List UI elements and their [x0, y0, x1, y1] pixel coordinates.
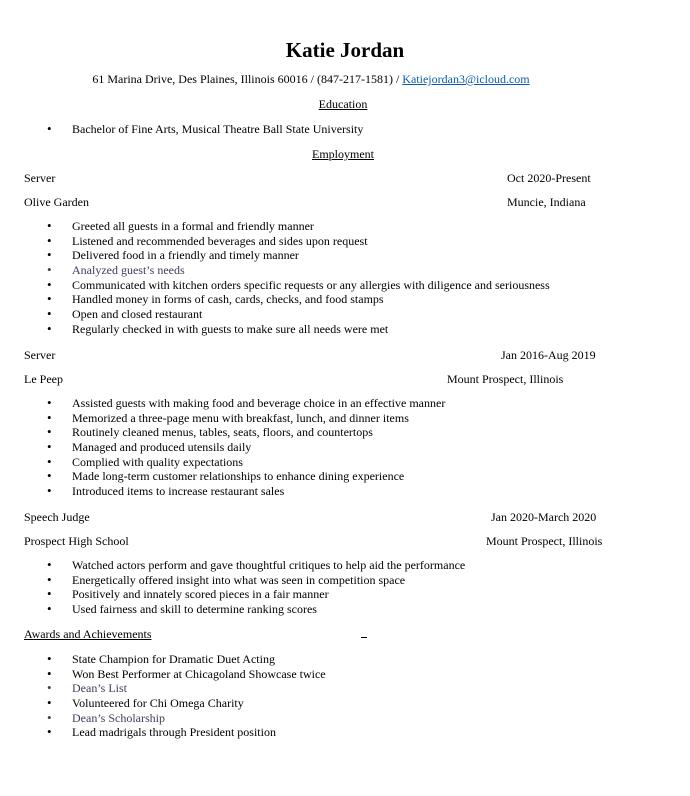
- list-item: • Open and closed restaurant: [0, 307, 550, 322]
- list-item: • Used fairness and skill to determine ranking scores: [0, 602, 465, 617]
- employment-heading: Employment: [312, 147, 374, 161]
- underline-mark: [361, 637, 367, 638]
- list-item: • Volunteered for Chi Omega Charity: [0, 696, 326, 711]
- job-employer: Prospect High School: [24, 534, 129, 548]
- job-dates: Jan 2016-Aug 2019: [501, 348, 596, 362]
- list-item: • Communicated with kitchen orders specific requests or any allergies with diligence and seriousness: [0, 278, 550, 293]
- list-item: • Greeted all guests in a formal and friendly manner: [0, 219, 550, 234]
- list-item: • Positively and innately scored pieces in a fair manner: [0, 587, 465, 602]
- list-item: • Routinely cleaned menus, tables, seats, floors, and countertops: [0, 425, 445, 440]
- list-item: • Won Best Performer at Chicagoland Showcase twice: [0, 667, 326, 682]
- job-duties-list: [0, 396, 445, 499]
- education-list: [0, 122, 363, 137]
- list-item: • Listened and recommended beverages and sides upon request: [0, 234, 550, 249]
- list-item: • Complied with quality expectations: [0, 455, 445, 470]
- job-duties-list: [0, 219, 550, 337]
- contact-address: 61 Marina Drive, Des Plaines, Illinois 60016 / (847-217-1581) /: [92, 72, 403, 86]
- list-item: • Energetically offered insight into what was seen in competition space: [0, 573, 465, 588]
- list-item: • Made long-term customer relationships to enhance dining experience: [0, 469, 445, 484]
- job-title: Server: [24, 348, 56, 362]
- job-employer: Olive Garden: [24, 195, 89, 209]
- list-item: • Delivered food in a friendly and timely manner: [0, 248, 550, 263]
- list-item: • Regularly checked in with guests to make sure all needs were met: [0, 322, 550, 337]
- job-dates: Oct 2020-Present: [507, 171, 591, 185]
- list-item: • Assisted guests with making food and beverage choice in an effective manner: [0, 396, 445, 411]
- job-location: Mount Prospect, Illinois: [486, 534, 603, 548]
- list-item: • Introduced items to increase restaurant sales: [0, 484, 445, 499]
- education-heading: Education: [318, 97, 368, 111]
- list-item: • Lead madrigals through President position: [0, 725, 326, 740]
- list-item: • Dean’s List: [0, 681, 326, 696]
- job-title: Speech Judge: [24, 510, 90, 524]
- awards-heading: Awards and Achievements: [24, 627, 152, 641]
- list-item: • Dean’s Scholarship: [0, 711, 326, 726]
- awards-list: [0, 652, 326, 740]
- resume-name: Katie Jordan: [285, 38, 405, 62]
- list-item: • Analyzed guest’s needs: [0, 263, 550, 278]
- list-item: • Memorized a three-page menu with breakfast, lunch, and dinner items: [0, 411, 445, 426]
- list-item: • Bachelor of Fine Arts, Musical Theatre Ball State University: [0, 122, 363, 137]
- job-duties-list: [0, 558, 465, 617]
- job-employer: Le Peep: [24, 372, 63, 386]
- contact-line: [0, 72, 622, 86]
- list-item: • Handled money in forms of cash, cards, checks, and food stamps: [0, 292, 550, 307]
- job-location: Mount Prospect, Illinois: [447, 372, 564, 386]
- list-item: • Managed and produced utensils daily: [0, 440, 445, 455]
- job-location: Muncie, Indiana: [507, 195, 586, 209]
- list-item: • State Champion for Dramatic Duet Acting: [0, 652, 326, 667]
- job-title: Server: [24, 171, 56, 185]
- job-dates: Jan 2020-March 2020: [491, 510, 597, 524]
- list-item: • Watched actors perform and gave thoughtful critiques to help aid the performance: [0, 558, 465, 573]
- email-link[interactable]: Katiejordan3@icloud.com: [402, 72, 530, 86]
